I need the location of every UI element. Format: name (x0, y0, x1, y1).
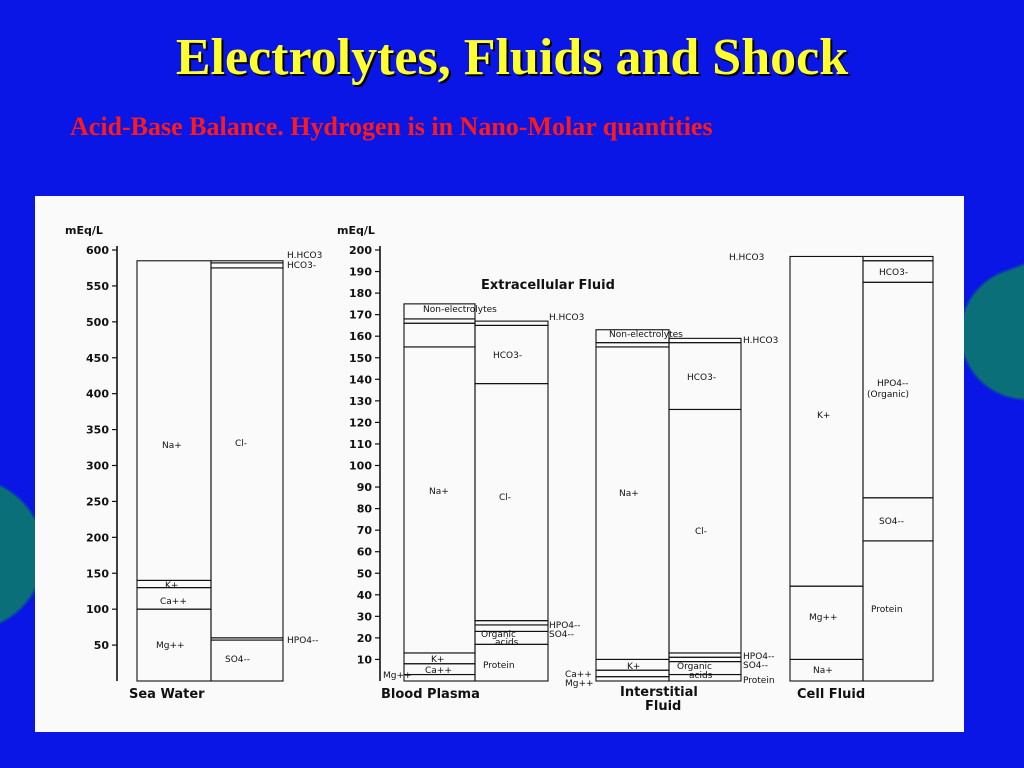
cell-fluid-segment-1-4 (863, 256, 933, 260)
sea-tick-label-6: 350 (86, 423, 109, 437)
sea-tick-label-1: 100 (86, 603, 109, 617)
label-sea-na: Na+ (162, 441, 182, 451)
label-cf-so4: SO4-- (879, 517, 905, 527)
label-bp-acids: acids (495, 638, 519, 648)
label-bp-nonel: Non-electrolytes (423, 305, 497, 315)
slide-subtitle: Acid-Base Balance. Hydrogen is in Nano-Molar quantities (70, 112, 713, 141)
sea-tick-label-5: 300 (86, 459, 109, 473)
ecf-tick-label-18: 190 (349, 265, 372, 279)
label-bp-k: K+ (431, 655, 445, 665)
blood-plasma-segment-1-6 (475, 321, 548, 325)
label-cf-na: Na+ (813, 666, 833, 676)
label-if-na: Na+ (619, 489, 639, 499)
label-sea-mg: Mg++ (156, 641, 185, 651)
label-if-acids: acids (689, 671, 713, 681)
sea-tick-label-8: 450 (86, 351, 109, 365)
sea-water-segment-1-2 (211, 268, 283, 638)
label-sea-hhco3: H.HCO3 (287, 251, 323, 261)
label-sea-hpo4: HPO4-- (287, 636, 319, 646)
interstitial-fluid-segment-0-4 (596, 343, 669, 347)
extracellular-ylabel: mEq/L (337, 224, 375, 237)
interstitial-fluid-segment-1-3 (669, 653, 741, 657)
sea-tick-label-10: 550 (86, 279, 109, 293)
label-if-cl: Cl- (695, 527, 708, 537)
ecf-tick-label-12: 130 (349, 394, 372, 408)
label-if-protein: Protein (743, 676, 775, 686)
label-bp-hpo4: HPO4-- (549, 621, 581, 631)
label-sea-so4: SO4-- (225, 655, 251, 665)
interstitial-fluid-segment-0-3 (596, 347, 669, 659)
label-if-k: K+ (627, 662, 641, 672)
blood-plasma-segment-0-5 (404, 319, 475, 323)
slide-title: Electrolytes, Fluids and Shock (175, 29, 849, 86)
label-bp-organic: Organic (481, 630, 517, 640)
label-cf-mg: Mg++ (809, 613, 838, 623)
label-cf-k: K+ (817, 411, 831, 421)
label-bp-na: Na+ (429, 487, 449, 497)
caption-cell-fluid: Cell Fluid (797, 687, 866, 702)
ecf-tick-label-19: 200 (349, 244, 372, 257)
label-bp-mg: Mg++ (383, 671, 412, 681)
caption-blood-plasma: Blood Plasma (381, 687, 480, 702)
blood-plasma-segment-0-3 (404, 347, 475, 653)
label-cf-hhco3: H.HCO3 (729, 253, 765, 263)
label-bp-ca: Ca++ (425, 666, 452, 676)
ecf-tick-label-2: 30 (356, 610, 372, 624)
label-sea-k: K+ (165, 581, 179, 591)
ecf-tick-label-13: 140 (349, 373, 372, 387)
ecf-tick-label-6: 70 (356, 524, 372, 538)
ecf-tick-label-0: 10 (356, 653, 372, 667)
sea-water-segment-1-4 (211, 261, 283, 263)
label-bp-so4: SO4-- (549, 630, 575, 640)
caption-sea-water: Sea Water (129, 687, 205, 702)
label-if-so4: SO4-- (743, 661, 769, 671)
label-sea-ca: Ca++ (160, 597, 187, 607)
label-cf-hpo4-organic: (Organic) (867, 390, 910, 400)
ecf-tick-label-15: 160 (349, 330, 372, 344)
label-bp-protein: Protein (483, 661, 515, 671)
sea-water-segment-1-3 (211, 263, 283, 268)
ecf-tick-label-9: 100 (349, 459, 372, 473)
label-cf-hco3: HCO3- (879, 268, 909, 278)
sea-tick-label-0: 50 (93, 639, 109, 653)
label-if-nonel: Non-electrolytes (609, 330, 683, 340)
caption-interstitial-2: Fluid (645, 699, 682, 714)
ecf-tick-label-14: 150 (349, 351, 372, 365)
ecf-tick-label-8: 90 (356, 481, 372, 495)
sea-tick-label-9: 500 (86, 315, 109, 329)
ecf-tick-label-17: 180 (349, 287, 372, 301)
label-if-hpo4: HPO4-- (743, 652, 775, 662)
sea-tick-label-11: 600 (86, 244, 109, 257)
label-if-organic: Organic (677, 662, 713, 672)
sea-water-axis (86, 244, 117, 681)
label-sea-hco3: HCO3- (287, 261, 317, 271)
ecf-tick-label-11: 120 (349, 416, 372, 430)
label-cf-hpo4: HPO4-- (877, 379, 909, 389)
label-bp-hco3: HCO3- (493, 351, 523, 361)
label-if-hhco3: H.HCO3 (743, 336, 779, 346)
ecf-tick-label-7: 80 (356, 502, 372, 516)
label-if-mg: Mg++ (565, 679, 594, 689)
sea-tick-label-4: 250 (86, 495, 109, 509)
label-bp-cl: Cl- (499, 493, 512, 503)
sea-water-segment-0-3 (137, 261, 211, 581)
label-if-ca: Ca++ (565, 670, 592, 680)
ecf-tick-label-16: 170 (349, 308, 372, 322)
sea-tick-label-7: 400 (86, 387, 109, 401)
blood-plasma-segment-0-4 (404, 323, 475, 347)
ecf-tick-label-1: 20 (356, 631, 372, 645)
ecf-tick-label-5: 60 (356, 545, 372, 559)
ecf-tick-label-3: 40 (356, 588, 372, 602)
ionogram-svg (35, 196, 964, 732)
extracellular-title: Extracellular Fluid (481, 278, 615, 293)
ionogram-chart (35, 196, 964, 732)
label-bp-hhco3: H.HCO3 (549, 313, 585, 323)
ecf-tick-label-4: 50 (356, 567, 372, 581)
sea-water-ylabel: mEq/L (65, 224, 103, 237)
caption-interstitial-1: Interstitial (620, 685, 698, 700)
blood-plasma-segment-1-3 (475, 621, 548, 625)
ecf-tick-label-10: 110 (349, 437, 372, 451)
sea-tick-label-3: 200 (86, 531, 109, 545)
label-sea-cl: Cl- (235, 439, 248, 449)
interstitial-fluid-segment-0-0 (596, 677, 669, 681)
sea-tick-label-2: 150 (86, 567, 109, 581)
cell-fluid-segment-0-2 (790, 256, 863, 586)
extracellular-axis (349, 244, 380, 681)
blood-plasma-segment-1-4 (475, 384, 548, 621)
interstitial-fluid-segment-1-2 (669, 657, 741, 661)
label-if-hco3: HCO3- (687, 373, 717, 383)
label-cf-protein: Protein (871, 605, 903, 615)
